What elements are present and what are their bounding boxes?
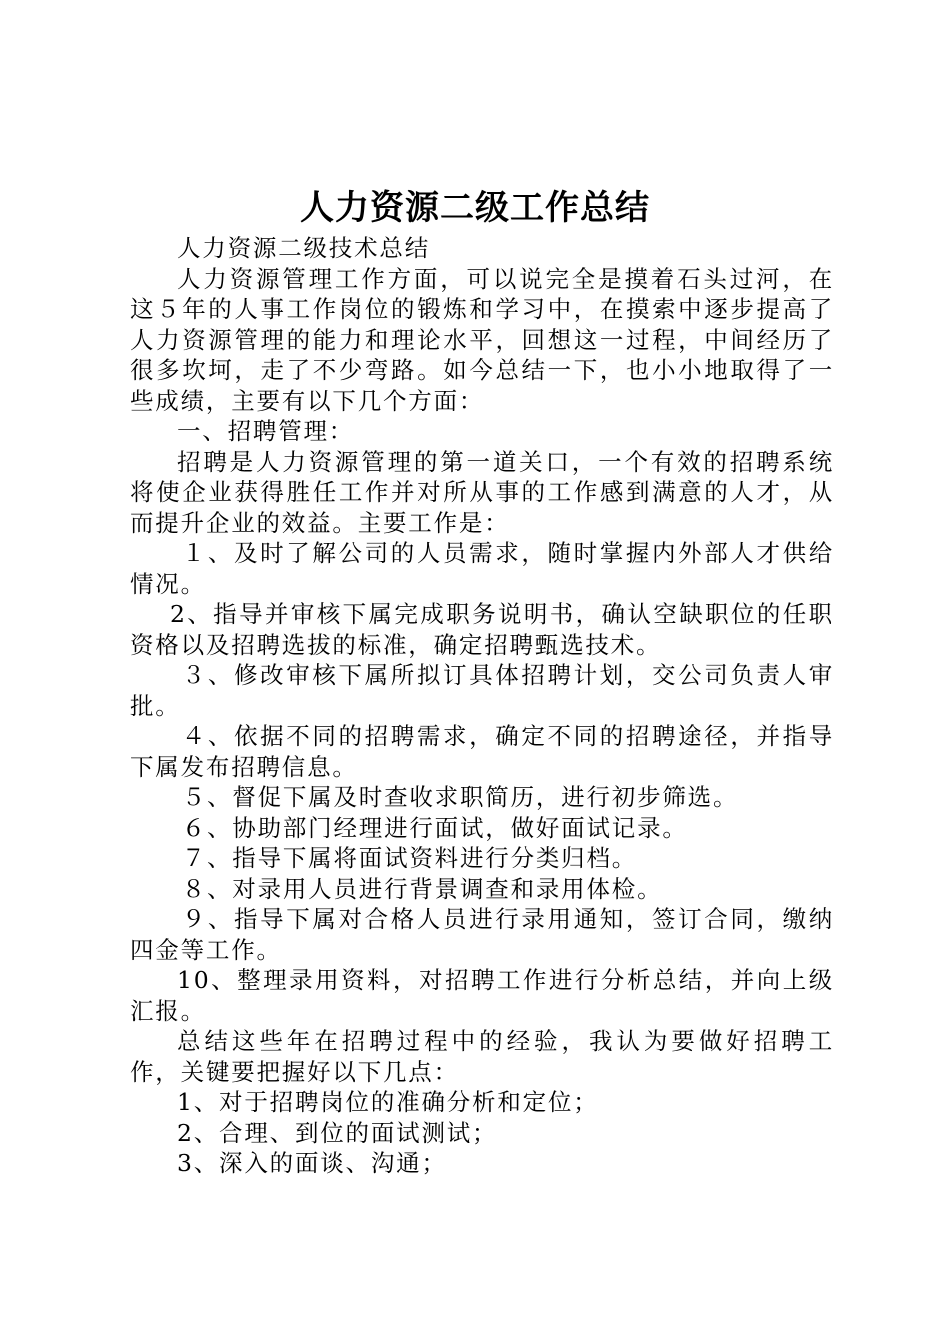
list-item-3: ３、修改审核下属所拟订具体招聘计划，交公司负责人审批。: [130, 661, 834, 720]
document-title: 人力资源二级工作总结: [300, 188, 650, 228]
document-body: [130, 233, 834, 1179]
paragraph-experience: 总结这些年在招聘过程中的经验，我认为要做好招聘工作，关键要把握好以下几点：: [130, 1027, 834, 1086]
list-item-9: ９、指导下属对合格人员进行录用通知，签订合同，缴纳四金等工作。: [130, 905, 834, 964]
list-item-6: ６、协助部门经理进行面试，做好面试记录。: [181, 813, 688, 842]
list-item-7: ７、指导下属将面试资料进行分类归档。: [181, 844, 638, 872]
paragraph-intro: 人力资源管理工作方面，可以说完全是摸着石头过河，在这５年的人事工作岗位的锻炼和学习中，在摸索中逐步提高了人力资源管理的能力和理论水平，回想这一过程，中间经历了很多坎坷，走了不少弯路。如今总结一下，也小小地取得了一些成绩，主要有以下几个方面：: [130, 264, 834, 415]
list-item-8: ８、对录用人员进行背景调查和录用体检。: [181, 874, 663, 903]
list-item-2: 2、指导并审核下属完成职务说明书，确认空缺职位的任职资格以及招聘选拔的标准，确定招聘甄选技术。: [130, 600, 834, 659]
key-point-2: 2、合理、到位的面试测试；: [177, 1118, 498, 1147]
section-heading-recruitment: 一、招聘管理：: [177, 417, 355, 445]
list-item-4: ４、依据不同的招聘需求，确定不同的招聘途径，并指导下属发布招聘信息。: [130, 722, 834, 781]
list-item-5: ５、督促下属及时查收求职简历，进行初步筛选。: [181, 783, 739, 811]
list-item-10: 10、整理录用资料，对招聘工作进行分析总结，并向上级汇报。: [130, 966, 834, 1025]
list-item-1: １、及时了解公司的人员需求，随时掌握内外部人才供给情况。: [130, 539, 834, 598]
paragraph-subtitle: 人力资源二级技术总结: [177, 234, 430, 262]
paragraph-recruitment-intro: 招聘是人力资源管理的第一道关口，一个有效的招聘系统将使企业获得胜任工作并对所从事的工作感到满意的人才，从而提升企业的效益。主要工作是：: [130, 447, 834, 537]
key-point-3: 3、深入的面谈、沟通；: [177, 1149, 447, 1177]
key-point-1: 1、对于招聘岗位的准确分析和定位；: [177, 1088, 599, 1116]
